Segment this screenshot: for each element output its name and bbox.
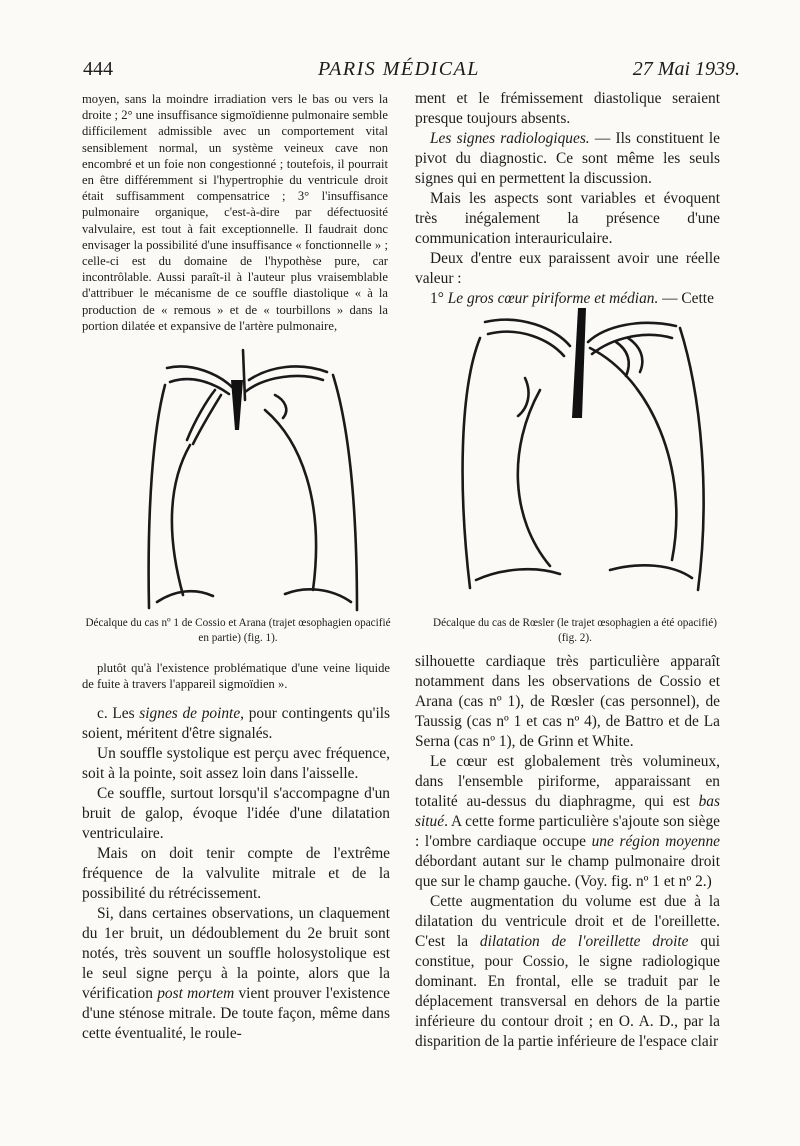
- fig1-right-clavicle-lower: [245, 376, 323, 392]
- right-bottom-p1: silhouette cardiaque très particulière apparaît notamment dans les observations de Cossio et Arana (cas nº 1), de Rœsler (cas personnel), de Taussig (cas nº 1 et cas nº 4), de Battro et de La Serna (cas nº 1), de Grinn et White.: [415, 653, 720, 750]
- fig2-right-lung-outline: [680, 328, 704, 590]
- fig1-pulmonary-artery: [187, 390, 215, 440]
- left-bottom-column: [82, 660, 390, 1044]
- fig1-left-lung-outline: [149, 385, 165, 608]
- left-bottom-p1: plutôt qu'à l'existence problématique d'une veine liquide de fuite à travers l'appareil sigmoïdien ».: [82, 661, 390, 692]
- fig2-right-clavicle-lower: [592, 335, 672, 354]
- figure-2-caption: Décalque du cas de Rœsler (le trajet œsophagien a été opacifié) (fig. 2).: [433, 617, 717, 644]
- fig1-left-clavicle-lower: [170, 379, 229, 394]
- fig2-diaphragm-left: [476, 569, 560, 580]
- journal-title: PARIS MÉDICAL: [318, 58, 480, 80]
- right-top-p2: Les signes radiologiques. — Ils constituent le pivot du diagnostic. Ce sont même les seuls signes qui en permettent la discussion.: [415, 130, 720, 187]
- left-top-text: moyen, sans la moindre irradiation vers le bas ou vers la droite ; 2° une insuffisance sigmoïdienne pulmonaire semble difficilement admissible avec un comportement vital sensiblement normal, un système veineux cave non encombré et un foie non congestionné ; toutefois, il pourrait en être différemment si l'hypertrophie du ventricule droit était suffisamment compensatrice ; 3° l'insuffisance pulmonaire organique, c'est-à-dire par défectuosité valvulaire, est tout à fait exceptionnelle. Il faudrait donc envisager la possibilité d'une insuffisance « fonctionnelle » ; celle-ci est du domaine de l'hypothèse pure, car incontrôlable. Aussi paraît-il à l'auteur plus vraisemblable d'attribuer le mécanisme de ce souffle diastolique « à la production de « remous » et de « tourbillons » dans la portion dilatée et expansive de l'artère pulmonaire,: [82, 92, 388, 333]
- right-bottom-column: [415, 652, 720, 1052]
- right-top-p4: Deux d'entre eux paraissent avoir une réelle valeur :: [415, 250, 720, 287]
- right-top-column: [415, 89, 720, 309]
- section-heading-radiologic: Les signes radiologiques.: [430, 130, 590, 147]
- figure-2-chest-tracing: [440, 298, 720, 598]
- fig1-esophagus-shadow: [231, 380, 243, 430]
- issue-date: 27 Mai 1939.: [632, 58, 740, 80]
- left-bottom-p6: Si, dans certaines observations, un claquement du 1er bruit, un dédoublement du 2e bruit sont notés, très souvent un souffle holosystolique est le seul signe perçu à la pointe, alors que la vérification post mortem vient prouver l'existence d'une sténose mitrale. De toute façon, même dans cette éventualité, le roule-: [82, 905, 390, 1043]
- fig2-esophagus-shadow: [572, 308, 586, 418]
- left-bottom-p2: c. Les signes de pointe, pour contingents qu'ils soient, méritent d'être signalés.: [82, 705, 390, 743]
- fig2-left-heart-border: [518, 390, 550, 566]
- right-top-p3: Mais les aspects sont variables et évoquent très inégalement la présence d'une communication interauriculaire.: [415, 190, 720, 247]
- fig2-left-hilum: [518, 378, 529, 416]
- figure-1-chest-tracing: [95, 340, 390, 615]
- left-bottom-p3: Un souffle systolique est perçu avec fréquence, soit à la pointe, soit assez loin dans l'aisselle.: [82, 745, 390, 783]
- fig2-right-heart-border: [590, 348, 676, 560]
- fig2-left-clavicle-lower: [488, 332, 564, 356]
- fig1-trachea-line: [243, 350, 245, 400]
- left-top-paragraph: [82, 91, 388, 334]
- fig1-right-lung-outline: [333, 375, 357, 610]
- fig1-left-clavicle: [167, 366, 233, 388]
- fig1-diaphragm-right: [285, 589, 351, 602]
- page-number: 444: [83, 58, 113, 80]
- fig1-right-hilum: [275, 395, 286, 418]
- fig2-right-clavicle: [588, 323, 676, 342]
- fig1-right-heart-border: [265, 410, 316, 590]
- fig1-diaphragm-left: [157, 591, 213, 602]
- right-bottom-p2: Le cœur est globalement très volumineux, dans l'ensemble piriforme, apparaissant en totalité au-dessus du diaphragme, qui est bas situé. A cette forme particulière s'ajoute son siège : l'ombre cardiaque occupe une région moyenne débordant autant sur le champ pulmonaire droit que sur le champ gauche. (Voy. fig. nº 1 et nº 2.): [415, 753, 720, 890]
- right-bottom-p3: Cette augmentation du volume est due à la dilatation du ventricule droit et de l'oreillette. C'est la dilatation de l'oreillette droite qui constitue, pour Cossio, le signe radiologique dominant. En frontal, elle se traduit par le déplacement transversal en dehors de la partie inférieure du contour droit ; en O. A. D., par la disparition de la partie inférieure de l'espace clair: [415, 893, 720, 1050]
- left-bottom-p4: Ce souffle, surtout lorsqu'il s'accompagne d'un bruit de galop, évoque l'idée d'une dilatation ventriculaire.: [82, 785, 390, 843]
- left-bottom-p5: Mais on doit tenir compte de l'extrême fréquence de la valvulite mitrale et de la possibilité du rétrécissement.: [82, 845, 390, 903]
- fig2-diaphragm-right: [610, 565, 692, 578]
- fig1-left-heart-border: [172, 445, 190, 595]
- fig2-right-vessel: [628, 338, 642, 372]
- figure-1-caption: Décalque du cas nº 1 de Cossio et Arana (trajet œsophagien opacifié en partie) (fig. 1).: [85, 617, 391, 644]
- right-top-p1: ment et le frémissement diastolique seraient presque toujours absents.: [415, 90, 720, 127]
- section-heading-signes-de-pointe: signes de pointe: [139, 705, 241, 723]
- fig2-left-lung-outline: [463, 338, 480, 588]
- right-top-p5: 1° Le gros cœur piriforme et médian. — Cette: [430, 290, 714, 307]
